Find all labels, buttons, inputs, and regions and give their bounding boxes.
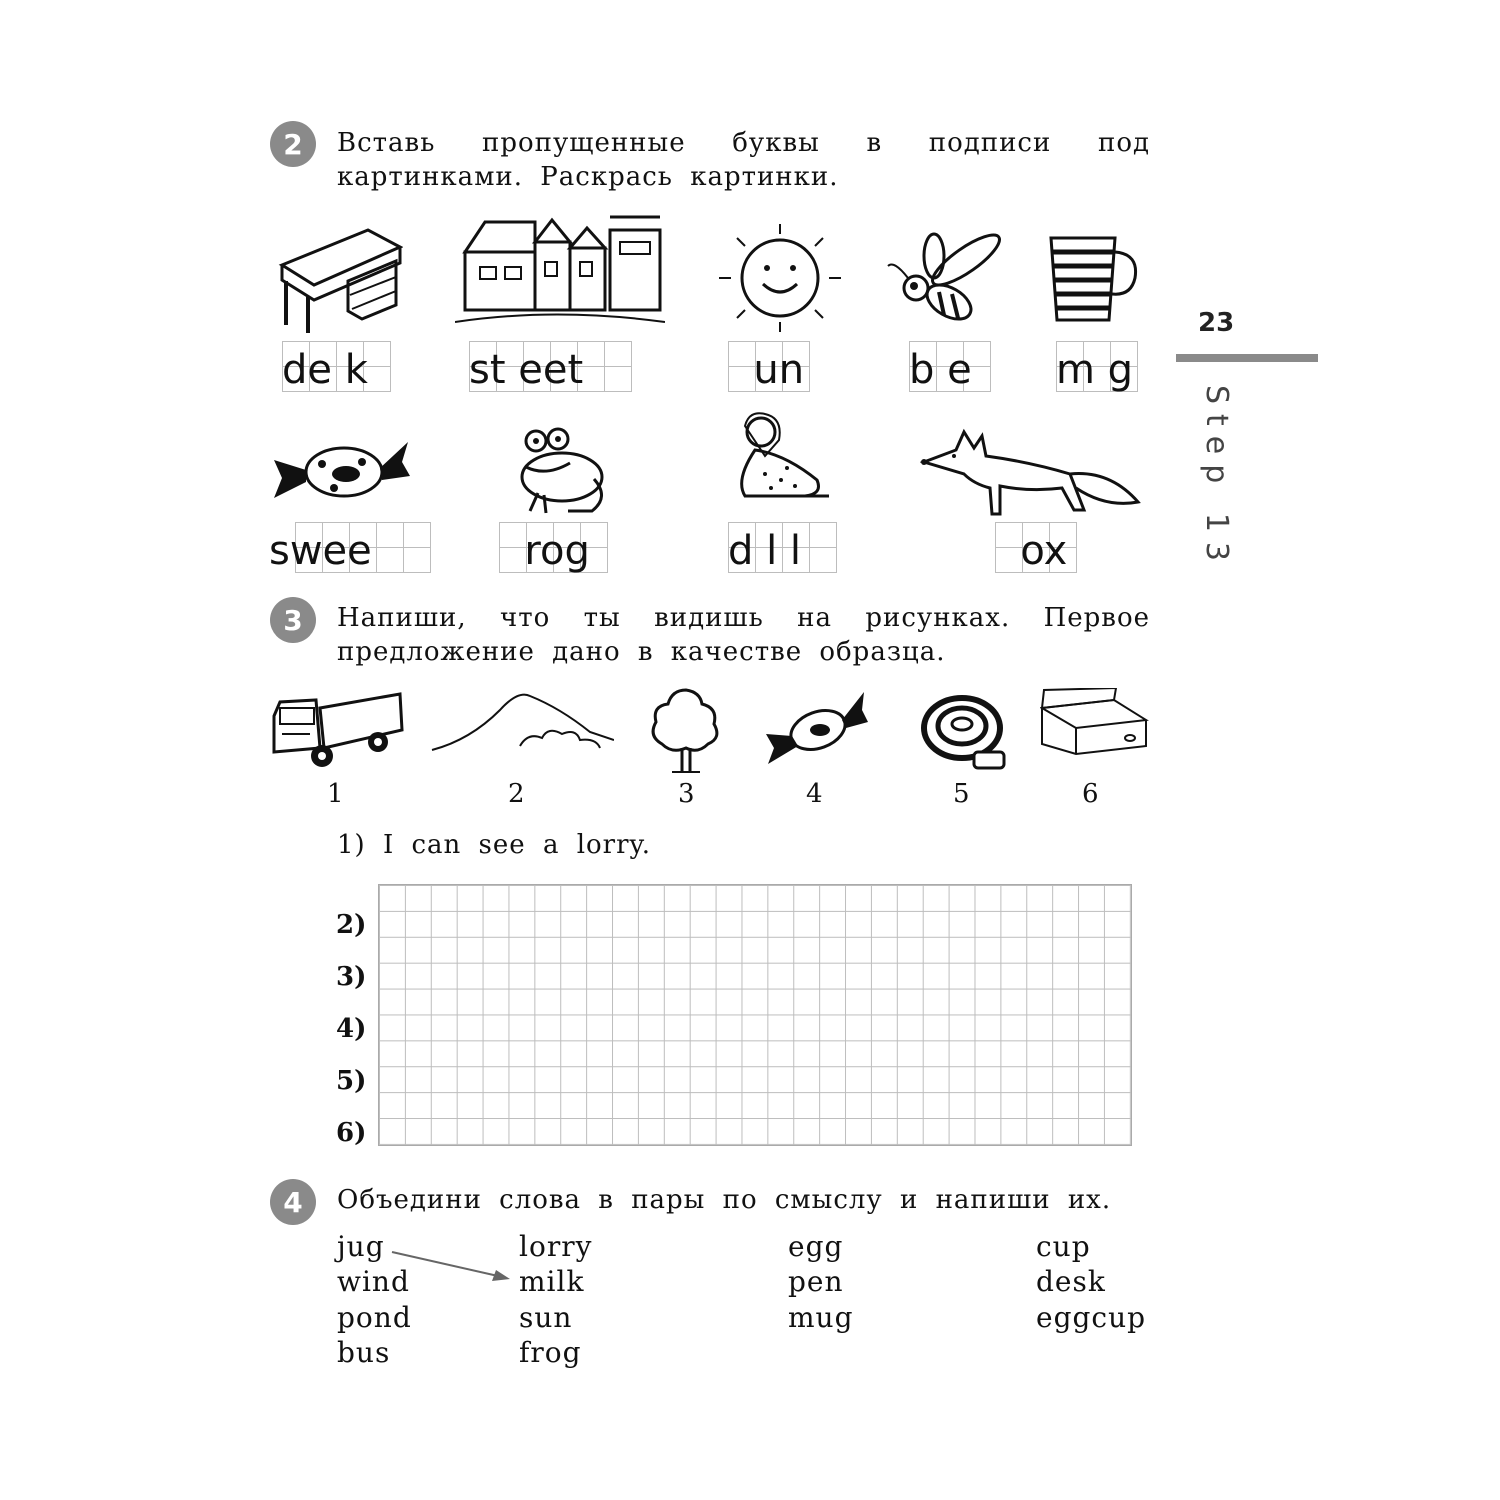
word-lorry: lorry [519, 1230, 593, 1263]
word-desk: de k [282, 347, 368, 393]
belt-icon [920, 692, 1010, 772]
word-street: st eet [469, 347, 584, 393]
picture-number: 1 [327, 779, 344, 809]
word-sun: un [728, 347, 805, 393]
word-jug: jug [337, 1230, 385, 1263]
task-badge-3: 3 [270, 597, 316, 643]
word-grid-doll[interactable] [728, 522, 832, 574]
street-icon [455, 212, 665, 327]
word-pen: pen [788, 1265, 844, 1298]
row-label: 4) [336, 1014, 367, 1044]
word-grid-sun[interactable] [728, 341, 806, 393]
word-cup: cup [1036, 1230, 1091, 1263]
word-desk: desk [1036, 1265, 1106, 1298]
picture-number: 3 [678, 779, 695, 809]
tree-icon [648, 686, 724, 774]
word-grid-mug[interactable] [1056, 341, 1134, 393]
word-grid-desk[interactable] [282, 341, 386, 393]
mug-icon [1045, 232, 1141, 324]
lorry-icon [270, 686, 404, 770]
picture-number: 6 [1082, 779, 1099, 809]
example-sentence: 1) I can see a lorry. [337, 830, 652, 860]
row-label: 3) [336, 962, 367, 992]
doll-icon [725, 410, 837, 506]
hill-icon [430, 688, 614, 756]
word-grid-bee[interactable] [909, 341, 987, 393]
word-sun: sun [519, 1301, 573, 1334]
word-frog: frog [519, 1336, 582, 1369]
task2-instruction: Вставь пропущенные буквы в подписи под картинками. Раскрась картинки. [337, 128, 1150, 192]
task-badge-4: 4 [270, 1179, 316, 1225]
sun-icon [715, 222, 845, 334]
word-sweet: swee [269, 528, 372, 574]
word-mug: m g [1056, 347, 1134, 393]
page-number: 23 [1198, 308, 1235, 338]
sweet-icon [272, 432, 412, 507]
task3-instruction: Напиши, что ты видишь на рисунках. Первое предложение дано в качестве образца. [337, 603, 1150, 667]
word-grid-sweet[interactable] [269, 522, 395, 574]
word-mug: mug [788, 1301, 854, 1334]
frog-icon [508, 427, 616, 515]
word-wind: wind [337, 1265, 410, 1298]
row-label: 5) [336, 1066, 367, 1096]
row-label: 2) [336, 910, 367, 940]
word-bus: bus [337, 1336, 391, 1369]
picture-number: 4 [806, 779, 823, 809]
word-eggcup: eggcup [1036, 1301, 1147, 1334]
word-pond: pond [337, 1301, 412, 1334]
word-grid-fox[interactable] [995, 522, 1073, 574]
picture-number: 5 [953, 779, 970, 809]
box-icon [1040, 688, 1150, 758]
word-bee: b e [909, 347, 972, 393]
example-arrow [388, 1248, 514, 1284]
word-doll: d l l [728, 528, 802, 574]
bee-icon [884, 230, 1009, 330]
side-divider [1176, 354, 1318, 362]
desk-icon [278, 225, 403, 335]
writing-grid[interactable] [378, 884, 1132, 1146]
row-label: 6) [336, 1118, 367, 1148]
word-grid-frog[interactable] [499, 522, 603, 574]
word-egg: egg [788, 1230, 844, 1263]
sweet-icon-2 [764, 690, 868, 766]
word-milk: milk [519, 1265, 585, 1298]
fox-icon [920, 426, 1142, 518]
task-badge-2: 2 [270, 121, 316, 167]
word-fox: ox [995, 528, 1068, 574]
picture-number: 2 [508, 779, 525, 809]
step-label: Step 13 [1199, 385, 1234, 572]
task4-instruction: Объедини слова в пары по смыслу и напиши их. [337, 1185, 1112, 1215]
word-grid-street[interactable] [469, 341, 625, 393]
word-frog: rog [499, 528, 590, 574]
